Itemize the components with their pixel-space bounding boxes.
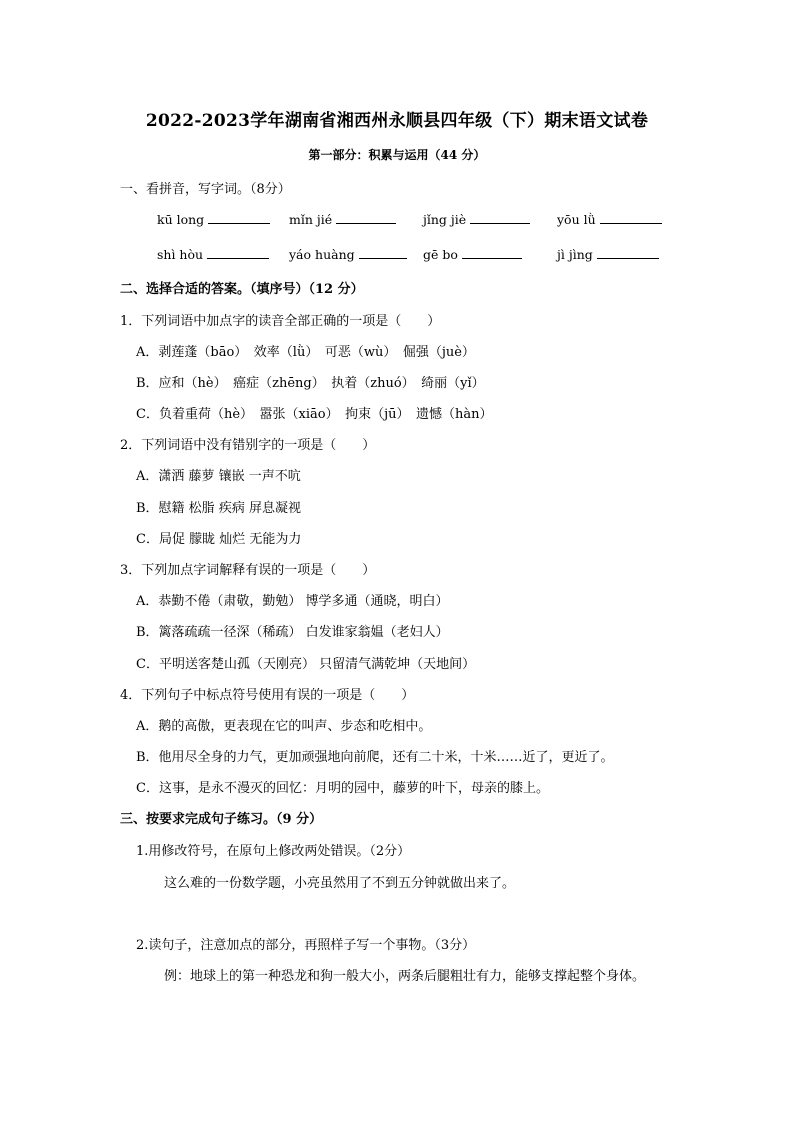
answer-blank[interactable]	[600, 211, 662, 224]
option-b[interactable]: B．慰籍 松脂 疾病 屏息凝视	[136, 501, 301, 516]
answer-blank[interactable]	[470, 211, 530, 224]
question-stem: 2.读句子，注意加点的部分，再照样子写一个事物。（3分）	[136, 938, 476, 953]
option-a[interactable]: A．剥莲蓬（bāo） 效率（lǜ） 可恶（wù） 倔强（juè）	[136, 345, 475, 360]
section1-heading: 一、看拼音，写字词。（8分）	[120, 182, 291, 197]
pinyin-text: kū long	[157, 212, 205, 227]
option-a[interactable]: A．鹅的高傲，更表现在它的叫声、步态和吃相中。	[136, 719, 432, 734]
option-b[interactable]: B．篱落疏疏一径深（稀疏） 白发谁家翁媪（老妇人）	[136, 625, 449, 640]
pinyin-text: gē bo	[423, 247, 458, 262]
pinyin-item	[289, 246, 407, 262]
question-stem: 1．下列词语中加点字的读音全部正确的一项是（ ）	[120, 314, 441, 329]
option-c[interactable]: C．负着重荷（hè） 嚣张（xiāo） 拘束（jū） 遗憾（hàn）	[136, 407, 493, 422]
pinyin-item	[289, 211, 396, 227]
pinyin-item	[423, 211, 530, 227]
answer-blank[interactable]	[336, 211, 396, 224]
answer-blank[interactable]	[462, 246, 522, 259]
answer-blank[interactable]	[597, 246, 659, 259]
answer-blank[interactable]	[207, 246, 269, 259]
option-b[interactable]: B．他用尽全身的力气，更加顽强地向前爬，还有二十米，十米……近了，更近了。	[136, 750, 614, 765]
sentence-to-edit[interactable]: 这么难的一份数学题，小亮虽然用了不到五分钟就做出来了。	[164, 876, 516, 891]
section3-heading: 三、按要求完成句子练习。（9 分）	[120, 812, 323, 827]
pinyin-text: shì hòu	[157, 247, 204, 262]
answer-blank[interactable]	[208, 211, 270, 224]
question-stem: 4．下列句子中标点符号使用有误的一项是（ ）	[120, 688, 415, 703]
example-sentence: 例：地球上的第一种恐龙和狗一般大小，两条后腿粗壮有力，能够支撑起整个身体。	[164, 969, 646, 984]
part-title: 第一部分：积累与运用（44 分）	[308, 148, 486, 162]
pinyin-text: yōu lǜ	[557, 212, 596, 227]
pinyin-item	[557, 246, 659, 262]
pinyin-text: mǐn jié	[289, 212, 333, 227]
option-c[interactable]: C．平明送客楚山孤（天刚亮） 只留清气满乾坤（天地间）	[136, 657, 476, 672]
pinyin-text: yáo huàng	[289, 247, 355, 262]
pinyin-item	[157, 211, 270, 227]
pinyin-text: jì jìng	[557, 247, 593, 262]
pinyin-item	[157, 246, 269, 262]
option-b[interactable]: B．应和（hè） 癌症（zhēng） 执着（zhuó） 绮丽（yǐ）	[136, 376, 485, 391]
pinyin-text: jǐng jiè	[423, 212, 467, 227]
option-a[interactable]: A．潇洒 藤萝 镶嵌 一声不吭	[136, 469, 301, 484]
question-stem: 1.用修改符号，在原句上修改两处错误。（2分）	[136, 844, 411, 859]
section2-heading: 二、选择合适的答案。（填序号）（12 分）	[120, 282, 364, 297]
question-stem: 2．下列词语中没有错别字的一项是（ ）	[120, 438, 376, 453]
pinyin-item	[557, 211, 662, 227]
answer-blank[interactable]	[359, 246, 407, 259]
option-c[interactable]: C．局促 朦眬 灿烂 无能为力	[136, 532, 302, 547]
pinyin-item	[423, 246, 522, 262]
option-a[interactable]: A．恭勤不倦（肃敬，勤勉） 博学多通（通晓，明白）	[136, 594, 449, 609]
page-title: 2022-2023学年湖南省湘西州永顺县四年级（下）期末语文试卷	[145, 111, 649, 131]
option-c[interactable]: C．这事，是永不漫灭的回忆：月明的园中，藤萝的叶下，母亲的膝上。	[136, 781, 549, 796]
question-stem: 3．下列加点字词解释有误的一项是（ ）	[120, 563, 376, 578]
